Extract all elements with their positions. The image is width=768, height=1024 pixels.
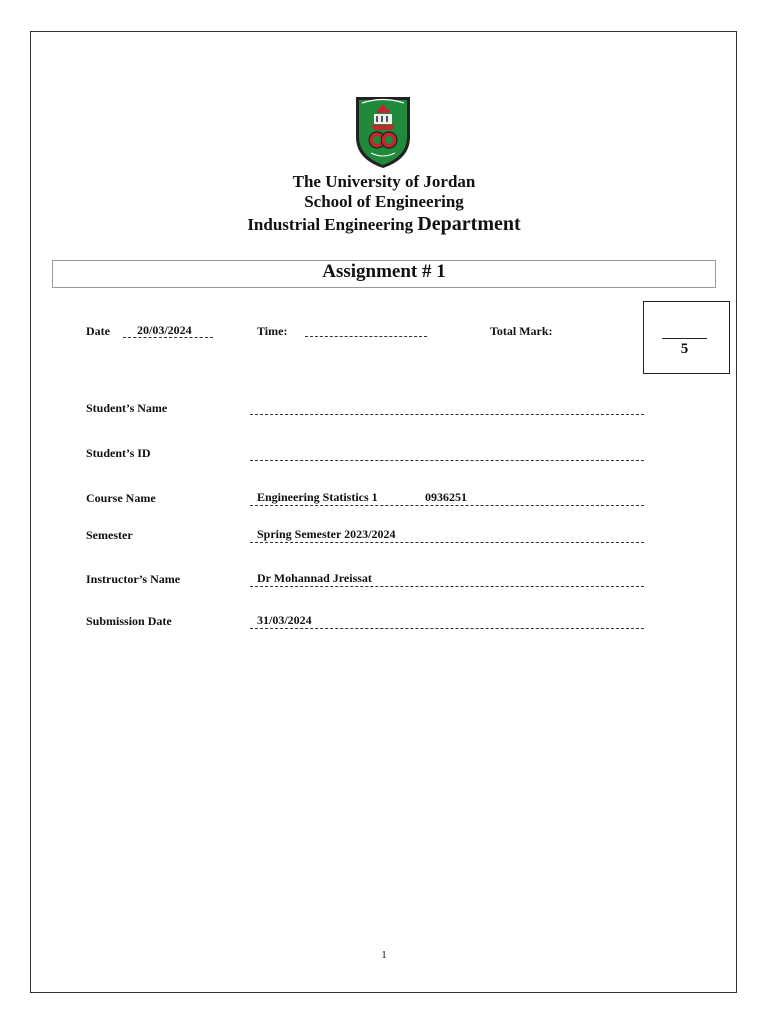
semester-value: Spring Semester 2023/2024 [257,527,396,541]
time-underline [305,336,427,337]
submission-date-underline [250,628,644,629]
department-name [0,213,768,236]
instructor-value: Dr Mohannad Jreissat [257,571,372,585]
submission-date-label: Submission Date [86,614,172,628]
submission-date-value: 31/03/2024 [257,613,312,627]
semester-label: Semester [86,528,133,542]
student-id-underline [250,460,644,461]
course-name-value: Engineering Statistics 1 [257,490,378,504]
university-name: The University of Jordan [292,172,476,191]
school-name: School of Engineering [304,192,464,211]
department-prefix: Industrial Engineering [247,215,414,234]
instructor-underline [250,586,644,587]
assignment-title: Assignment # 1 [322,261,446,282]
semester-underline [250,542,644,543]
total-mark-fraction-line [662,338,707,339]
page-number: 1 [381,949,387,961]
instructor-label: Instructor’s Name [86,572,181,586]
university-logo [353,93,413,169]
time-label: Time: [257,324,288,338]
department-suffix: Department [417,213,521,235]
total-mark-value: 5 [680,341,689,357]
date-label: Date [86,324,110,338]
course-code-value: 0936251 [425,490,467,504]
student-name-underline [250,414,644,415]
date-value: 20/03/2024 [137,323,192,337]
course-name-underline [250,505,644,506]
course-name-label: Course Name [86,491,156,505]
student-name-label: Student’s Name [86,401,168,415]
total-mark-label: Total Mark: [490,324,553,338]
student-id-label: Student’s ID [86,446,151,460]
